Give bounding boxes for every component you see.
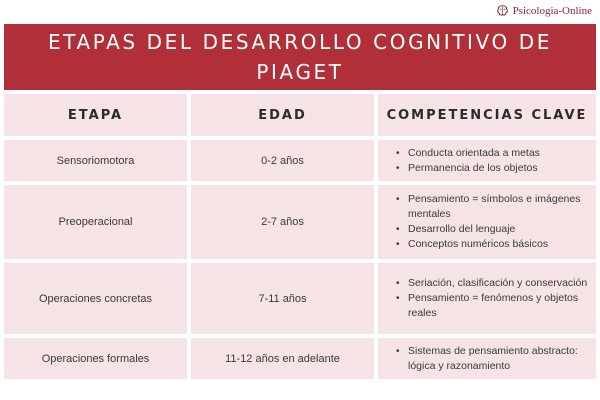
stages-table (4, 94, 596, 379)
competency-list (378, 344, 596, 374)
brain-icon (496, 4, 509, 17)
competency-item (396, 291, 590, 321)
bullet-icon: • (396, 345, 400, 357)
stage-competencies (378, 263, 596, 334)
stage-name: Preoperacional (4, 185, 187, 259)
stage-competencies (378, 185, 596, 259)
competency-text: Sistemas de pensamiento abstracto: lógica y razonamiento (408, 344, 578, 372)
bullet-icon: • (396, 224, 400, 235)
header-edad: EDAD (191, 94, 374, 136)
competency-item (396, 161, 540, 176)
bullet-icon: • (396, 278, 400, 289)
brand-logo[interactable] (496, 4, 592, 17)
brand-name: Psicologia-Online (512, 4, 592, 17)
stage-age: 11-12 años en adelante (191, 338, 374, 379)
competency-item (396, 344, 590, 374)
page-title: ETAPAS DEL DESARROLLO COGNITIVO DE PIAGET (47, 30, 553, 84)
competency-item (396, 146, 540, 161)
competency-text: Permanencia de los objetos (408, 161, 538, 174)
competency-item (396, 276, 590, 291)
competency-text: Conceptos numéricos básicos (408, 238, 549, 250)
stage-name: Sensoriomotora (4, 140, 187, 181)
stage-age: 7-11 años (191, 263, 374, 334)
bullet-icon: • (396, 147, 400, 159)
competency-list (378, 276, 596, 321)
competency-text: Conducta orientada a metas (408, 146, 540, 159)
stage-competencies (378, 140, 596, 181)
title-banner (4, 24, 596, 90)
bullet-icon: • (396, 194, 400, 205)
bullet-icon: • (396, 162, 400, 174)
header-competencias: COMPETENCIAS CLAVE (378, 94, 596, 136)
competency-text: Pensamiento = símbolos e imágenes mentales (408, 193, 581, 220)
stage-competencies (378, 338, 596, 379)
competency-text: Desarrollo del lenguaje (408, 223, 516, 235)
competency-list (378, 192, 596, 252)
competency-text: Pensamiento = fenómenos y objetos reales (408, 292, 579, 319)
competency-item (396, 237, 590, 252)
competency-item (396, 192, 590, 222)
stage-age: 0-2 años (191, 140, 374, 181)
competency-text: Seriación, clasificación y conservación (408, 277, 588, 289)
header-etapa: ETAPA (4, 94, 187, 136)
stage-name: Operaciones formales (4, 338, 187, 379)
competency-item (396, 222, 590, 237)
bullet-icon: • (396, 293, 400, 304)
stage-name: Operaciones concretas (4, 263, 187, 334)
bullet-icon: • (396, 239, 400, 250)
stage-age: 2-7 años (191, 185, 374, 259)
competency-list (378, 146, 546, 176)
